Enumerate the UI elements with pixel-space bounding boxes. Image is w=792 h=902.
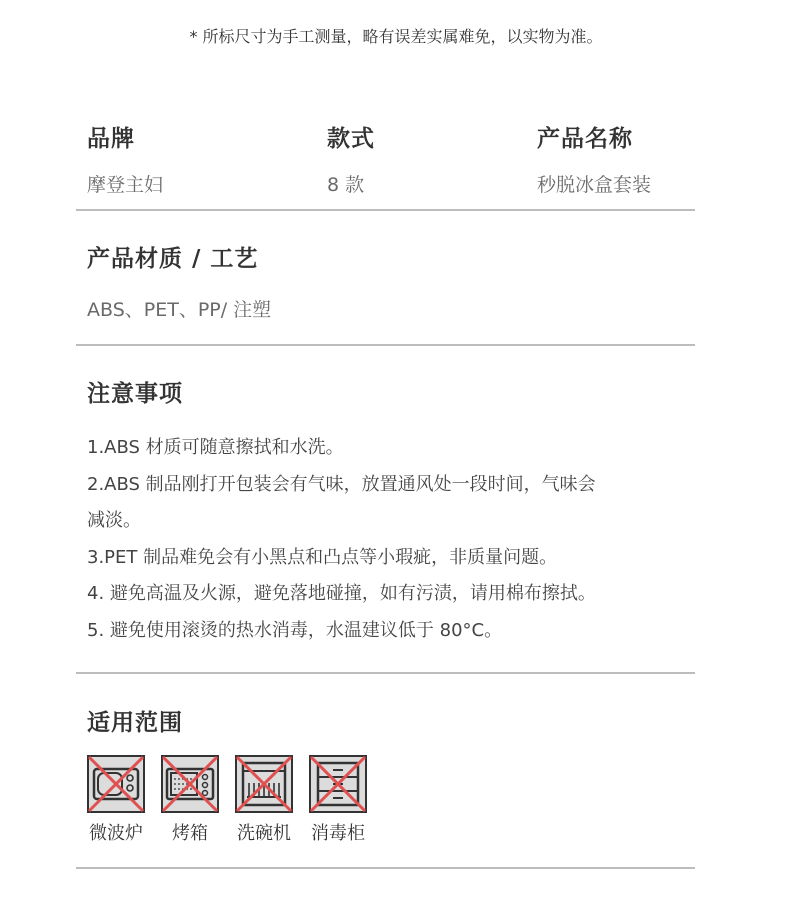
usage-label: 洗碗机 xyxy=(237,823,291,844)
notes-item: 减淡。 xyxy=(87,510,141,531)
material-value: ABS、PET、PP/ 注塑 xyxy=(87,299,272,321)
usage-section xyxy=(87,704,695,737)
microwave-icon xyxy=(87,755,145,813)
divider xyxy=(76,209,695,211)
notes-list xyxy=(87,430,695,649)
material-section xyxy=(87,240,695,322)
notes-item: 5. 避免使用滚烫的热水消毒，水温建议低于 80°C。 xyxy=(87,619,503,641)
oven-icon xyxy=(161,755,219,813)
spec-style-value: 8 款 xyxy=(327,174,365,196)
spec-row xyxy=(87,120,695,200)
usage-item-microwave xyxy=(86,755,146,845)
usage-item-oven xyxy=(160,755,220,845)
notes-section xyxy=(87,375,695,649)
usage-item-sterilizer xyxy=(308,755,368,845)
material-heading: 产品材质 / 工艺 xyxy=(87,246,259,272)
usage-label: 消毒柜 xyxy=(311,823,365,844)
spec-brand-value: 摩登主妇 xyxy=(87,174,164,196)
usage-heading: 适用范围 xyxy=(87,710,183,736)
spec-product-name-heading: 产品名称 xyxy=(537,126,633,152)
usage-label: 微波炉 xyxy=(89,823,143,844)
notes-heading: 注意事项 xyxy=(87,381,183,407)
dishwasher-icon xyxy=(235,755,293,813)
usage-icons xyxy=(86,755,368,845)
sterilizer-icon xyxy=(309,755,367,813)
divider xyxy=(76,344,695,346)
spec-brand-heading: 品牌 xyxy=(87,126,135,152)
usage-label: 烤箱 xyxy=(172,823,208,844)
divider xyxy=(76,867,695,869)
notes-item: 3.PET 制品难免会有小黑点和凸点等小瑕疵，非质量问题。 xyxy=(87,546,558,568)
notes-item: 2.ABS 制品刚打开包装会有气味，放置通风处一段时间，气味会 xyxy=(87,473,596,495)
notes-item: 4. 避免高温及火源，避免落地碰撞，如有污渍，请用棉布擦拭。 xyxy=(87,583,596,604)
divider xyxy=(76,672,695,674)
notes-item: 1.ABS 材质可随意擦拭和水洗。 xyxy=(87,437,344,458)
spec-style-heading: 款式 xyxy=(327,126,375,152)
measurement-note: * 所标尺寸为手工测量，略有误差实属难免，以实物为准。 xyxy=(189,27,603,46)
usage-item-dishwasher xyxy=(234,755,294,845)
spec-product-name-value: 秒脱冰盒套装 xyxy=(537,174,652,196)
